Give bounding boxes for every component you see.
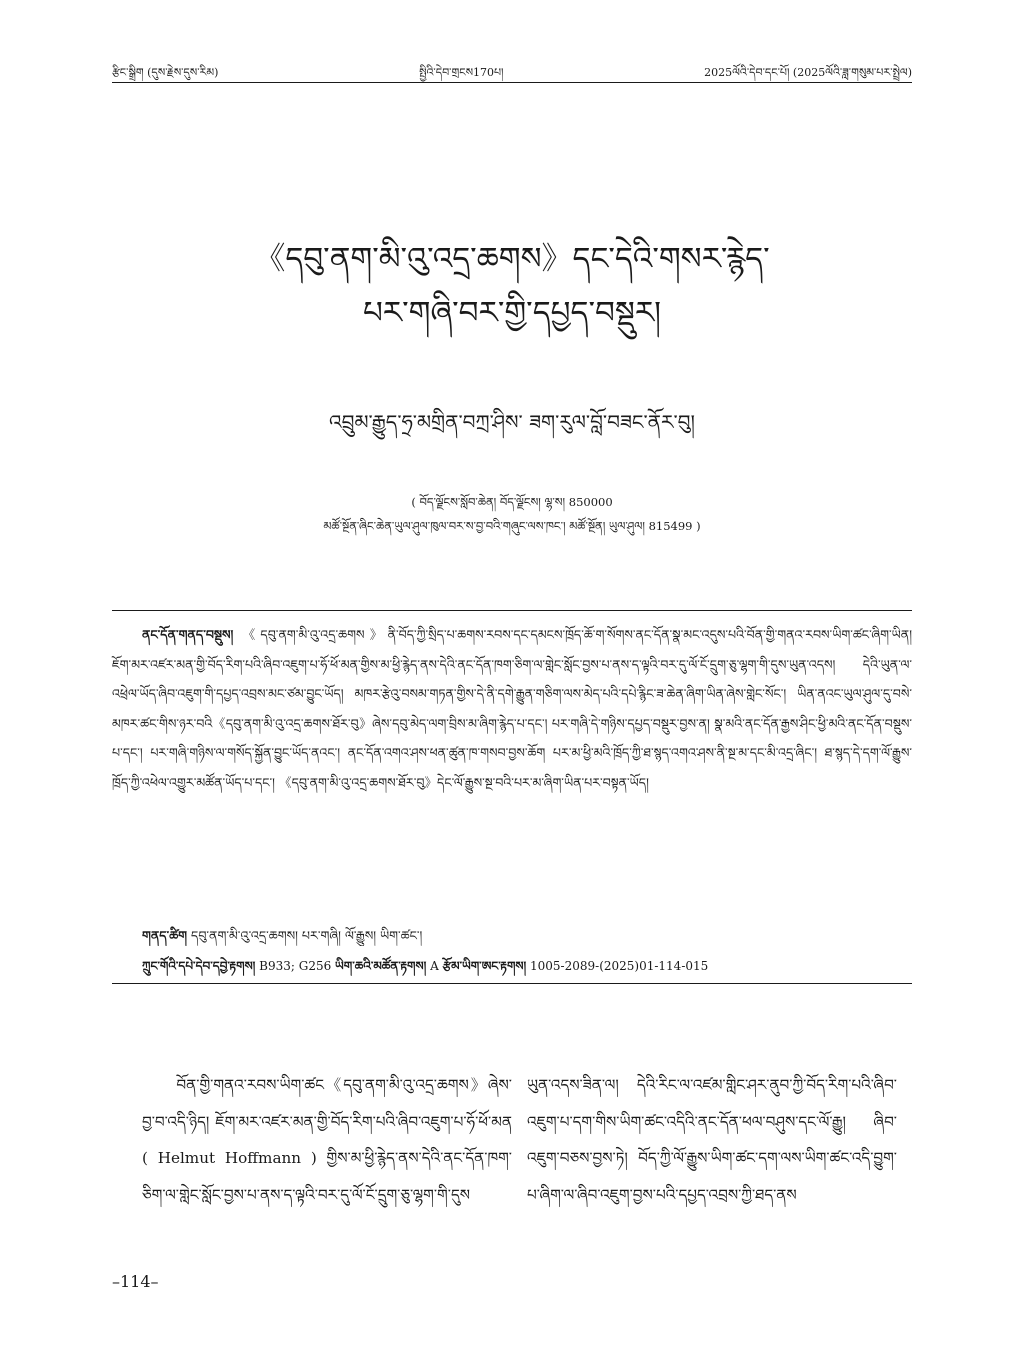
title-line-1: 《དབུ་ནག་མི་འུ་འདྲ་ཆགས》དང་དེའི་གསར་རྙེད་ (254, 241, 770, 277)
title-line-2: པར་གཞི་བར་གྱི་དཔྱད་བསྡུར། (362, 295, 662, 331)
article-title (112, 232, 912, 340)
abstract-top-rule (112, 610, 912, 611)
affiliation-line-2: མཚོ་སྔོན་ཞིང་ཆེན་ཡུལ་ཤུལ་ཁུལ་བར་ས་བྱ་བའི་གཞུང་ལས་ཁང་། མཚོ་སྔོན། ཡུལ་ཤུལ། 815499 ) (323, 519, 701, 533)
author-line: འབྲུམ་རྒྱུད་ཧྲ་མགྲིན་བཀྲ་ཤིས་ ཟག་རུལ་བློ་བཟང་ནོར་བུ། (329, 410, 695, 434)
keywords (142, 926, 912, 946)
abstract-label: ནང་དོན་གནད་བསྡུས། (142, 627, 234, 642)
body-column-left: བོན་གྱི་གནའ་རབས་ཡིག་ཚང《དབུ་ནག་མི་འུ་འདྲ་ཆགས》ཞེས་བྱ་བ་འདི་ཉིད། ཇོག་མར་འཛར་མན་གྱི་བོད་རིག་པའི་ཞིབ་འཇུག་པ་ཧོ་ཕོ་མན ( Helmut Hoffmann ) གྱིས་མ་ཕྱི་རྙེད་ནས་དེའི་ནང་དོན་ཁག་ཅིག་ལ་གླེང་སློང་བྱས་པ་ནས་ད་ལྟའི་བར་དུ་ལོ་ངོ་དྲུག་ཅུ་ལྷག་གི་དུས (142, 1076, 512, 1204)
clc-label: ཀྲུང་གོའི་དཔེ་དེབ་དབྱེ་རྟགས། (142, 959, 256, 973)
page-number: –114– (112, 1272, 159, 1291)
header-rule (112, 82, 912, 83)
journal-name: རྩིང་སྒྲིག (དུས་རྗེས་དུས་རིམ) (112, 66, 219, 79)
abstract (112, 620, 912, 797)
affiliation (112, 490, 912, 538)
classification-line (142, 956, 912, 976)
affiliation-line-1: ( བོད་ལྗོངས་སློབ་ཆེན། བོད་ལྗོངས། ལྷ་ས། 850000 (411, 495, 613, 509)
article-id-label: རྩོམ་ཡིག་ཨང་རྟགས། (442, 959, 527, 973)
issue-total: སྤྱིའི་དེབ་གྲངས170པ། (419, 66, 504, 79)
issue-date: 2025ལོའི་དེབ་དང་པོ། (2025ལོའི་ཟླ་གསུམ་པར་སྤྲེལ) (704, 66, 912, 79)
keywords-text: དབུ་ནག་མི་འུ་འདྲ་ཆགས། པར་གཞི། ལོ་རྒྱུས། ཡིག་ཚང་། (187, 928, 423, 943)
abstract-text: 《དབུ་ནག་མི་འུ་འདྲ་ཆགས》ནི་བོད་ཀྱི་སྲིད་པ་ཆགས་རབས་དང་དམངས་ཁྲོད་ཆོ་ག་སོགས་ནང་དོན་སྣ་མང་འདུས་པའི་བོན་གྱི་གནའ་རབས་ཡིག་ཚང་ཞིག་ཡིན། ཇོག་མར་འཛར་མན་གྱི་བོད་རིག་པའི་ཞིབ་འཇུག་པ་ཧོ་ཕོ་མན་གྱིས་མ་ཕྱི་རྙེད་ནས་དེའི་ནང་དོན་ཁག་ཅིག་ལ་གླེང་སློང་བྱས་པ་ནས་ད་ལྟའི་བར་དུ་ལོ་ངོ་དྲུག་ཅུ་ལྷག་གི་དུས་ཡུན་འདས། དེའི་ཡུན་ལ་འཕྲེལ་ཡོད་ཞིབ་འཇུག་གི་དཔྱད་འབྲས་མང་ཙམ་བྱུང་ཡོད། མཁར་རྩེའུ་བསམ་གཏན་གྱིས་དེ་ནི་དགེ་རྒྱུན་གཅིག་ལས་མེད་པའི་དཔེ་རྙིང་ཟ་ཆེན་ཞིག་ཡིན་ཞེས་གླེང་སོང་། ཡིན་ནའང་ཡུལ་ཤུལ་དུ་བསེ་མཁར་ཚང་གིས་ཉར་བའི《དབུ་ནག་མི་འུ་འདྲ་ཆགས་ཐོར་བུ》ཞེས་དབུ་མེད་ལག་བྲིས་མ་ཞིག་རྙེད་པ་དང་། པར་གཞི་དེ་གཉིས་དཔྱད་བསྡུར་བྱས་ན། སྣ་མའི་ནང་དོན་རྒྱས་ཤིང་ཕྱི་མའི་ནང་དོན་བསྡུས་པ་དང་། པར་གཞི་གཉིས་ལ་གསོད་སྐྱོན་བྱུང་ཡོད་ནའང་། ནང་དོན་འགའ་ཤས་ཕན་ཚུན་ཁ་གསབ་བྱས་ཆོག པར་མ་ཕྱི་མའི་ཁྲོད་ཀྱི་ཐ་སྙད་འགའ་ཤས་ནི་སྔ་མ་དང་མི་འདྲ་ཞིང་། ཐ་སྙད་དེ་དག་ལོ་རྒྱུས་ཁྲོད་ཀྱི་འཕེལ་འགྱུར་མཚོན་ཡོད་པ་དང་། 《དབུ་ནག་མི་འུ་འདྲ་ཆགས་ཐོར་བུ》དེང་ལོ་རྒྱུས་སྔ་བའི་པར་མ་ཞིག་ཡིན་པར་བསྟན་ཡོད། (112, 627, 912, 790)
article-id-value: 1005-2089-(2025)01-114-015 (526, 959, 709, 973)
clc-value: B933; G256 (255, 959, 336, 973)
body-column-right: ཡུན་འདས་ཟིན་ལ། དེའི་རིང་ལ་འཛམ་གླིང་ཤར་ནུབ་ཀྱི་བོད་རིག་པའི་ཞིབ་འཇུག་པ་དག་གིས་ཡིག་ཚང་འདིའི་ནང་དོན་ཕལ་བཤུས་དང་ལོ་རྒྱུ། ཞིབ་འཇུག་བཅས་བྱས་ཏེ། བོད་ཀྱི་ལོ་རྒྱུས་ཡིག་ཚང་དག་ལས་ཡིག་ཚང་འདི་བྱུག་པ་ཞིག་ལ་ཞིབ་འཇུག་བྱས་པའི་དཔྱད་འབྲས་ཀྱི་ཐད་ནས (527, 1076, 897, 1204)
abstract-bottom-rule (112, 983, 912, 984)
doc-code-value: A (426, 959, 443, 973)
keywords-label: གནད་ཚིག (142, 928, 188, 943)
doc-code-label: ཡིག་ཆའི་མཚོན་རྟགས། (335, 959, 427, 973)
running-header (112, 58, 912, 80)
